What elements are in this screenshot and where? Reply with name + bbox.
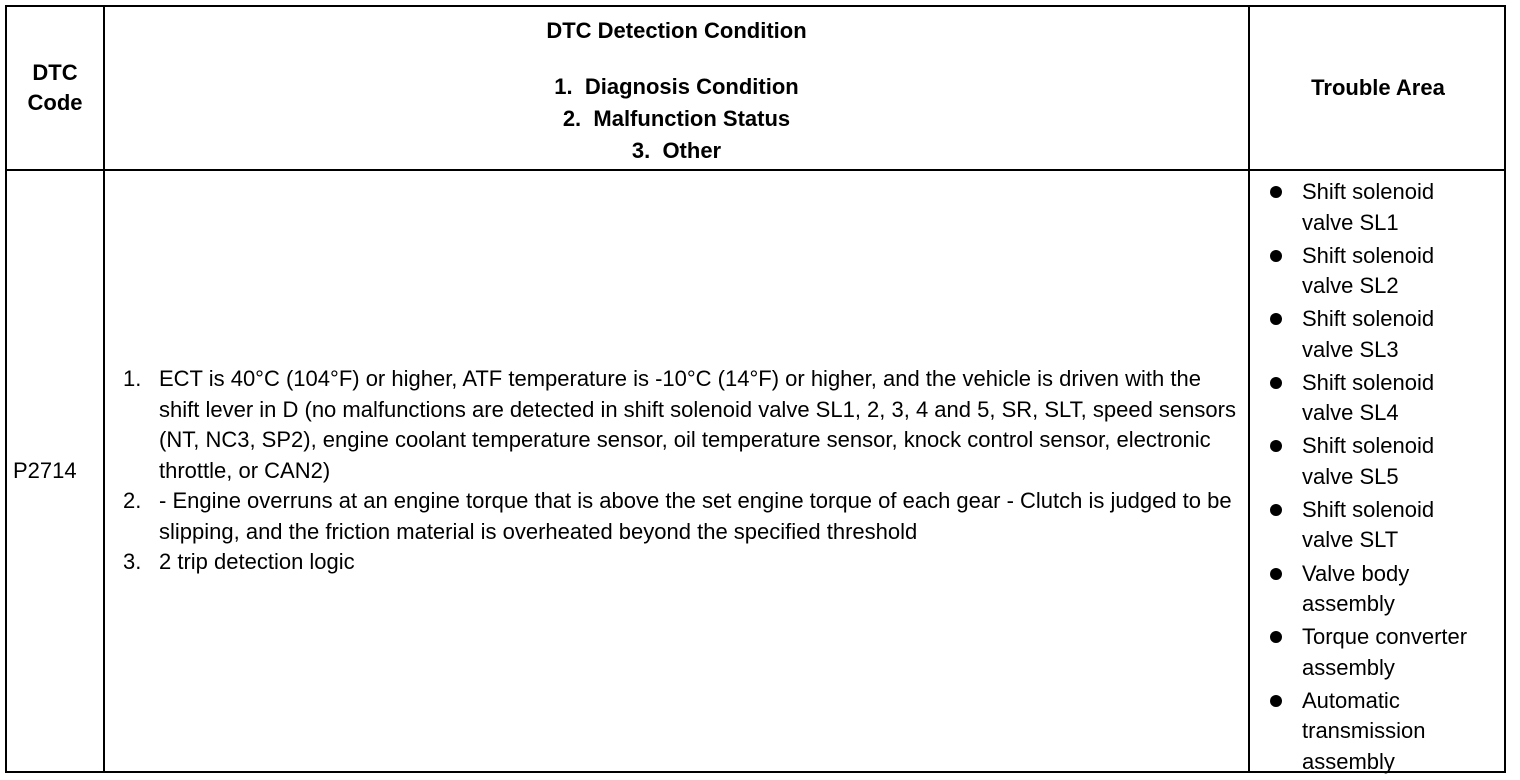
trouble-area-item [1270,495,1506,556]
trouble-area-line: Shift solenoid [1302,179,1435,204]
trouble-area-item [1270,304,1506,365]
trouble-area-line: assembly [1302,748,1395,774]
trouble-area-line: transmission [1302,718,1426,744]
bullet-icon [1270,504,1282,516]
trouble-area-cell [1250,171,1506,774]
trouble-area-line: valve SL4 [1302,400,1399,426]
trouble-area-line: assembly [1302,591,1395,617]
bullet-icon [1270,186,1282,198]
condition-item [123,364,1240,486]
trouble-area-line: Shift solenoid [1302,306,1435,332]
condition-text: ECT is 40°C (104°F) or higher, ATF temperature is -10°C (14°F) or higher, and the vehicle is driven with the shift lever in D (no malfunctions are detected in shift solenoid valve SL1, 2, 3, 4 and 5, SR, SLT, speed sensors (NT, NC3, SP2), engine coolant temperature sensor, oil temperature sensor, knock control sensor, electronic throttle, or CAN2) [159,366,1236,483]
header-trouble-area-label: Trouble Area [1311,75,1445,100]
dtc-table [5,5,1506,773]
trouble-area-line: valve SL3 [1302,336,1399,362]
header-condition-item: 3. Other [631,138,722,163]
header-condition-title: DTC Detection Condition [546,18,807,43]
condition-text: 2 trip detection logic [159,549,355,575]
bullet-icon [1270,377,1282,389]
trouble-area-item [1270,622,1506,683]
condition-list [123,364,1240,578]
bullet-icon [1270,695,1282,707]
trouble-area-line: valve SL5 [1302,463,1399,489]
condition-text: - Engine overruns at an engine torque that is above the set engine torque of each gear - Clutch is judged to be slipping, and the friction material is overheated beyond the specified threshold [159,488,1232,544]
trouble-area-line: Shift solenoid [1302,496,1435,522]
header-condition-item: 1. Diagnosis Condition [554,74,799,99]
condition-item [123,486,1240,547]
condition-number: 1. [123,366,142,392]
header-condition-item: 2. Malfunction Status [562,106,791,131]
header-dtc-code [7,7,103,169]
trouble-area-line: Automatic [1302,687,1400,713]
header-trouble-area [1250,7,1506,169]
bullet-icon [1270,313,1282,325]
trouble-area-line: valve SL2 [1302,273,1399,299]
trouble-area-item [1270,177,1506,238]
bullet-icon [1270,250,1282,262]
trouble-area-line: Shift solenoid [1302,369,1435,395]
condition-number: 2. [123,488,142,514]
trouble-area-item [1270,686,1506,778]
trouble-area-line: valve SLT [1302,527,1399,553]
trouble-area-line: Shift solenoid [1302,242,1435,268]
trouble-area-line: assembly [1302,654,1395,680]
detection-condition-cell [105,171,1248,771]
trouble-area-line: Valve body [1302,560,1410,586]
header-dtc-code-line: Code [27,90,83,115]
header-dtc-code-line: DTC [32,60,78,85]
trouble-area-item [1270,431,1506,492]
trouble-area-line: Shift solenoid [1302,433,1435,459]
dtc-code-cell [7,171,103,771]
bullet-icon [1270,440,1282,452]
trouble-area-line: Torque converter [1302,624,1468,650]
trouble-area-item [1270,368,1506,429]
trouble-area-item [1270,559,1506,620]
bullet-icon [1270,568,1282,580]
condition-number: 3. [123,549,142,575]
condition-item [123,547,1240,578]
trouble-area-line: valve SL1 [1302,209,1399,235]
header-detection-condition [105,7,1248,169]
trouble-area-item [1270,241,1506,302]
dtc-code: P2714 [13,458,77,483]
bullet-icon [1270,631,1282,643]
